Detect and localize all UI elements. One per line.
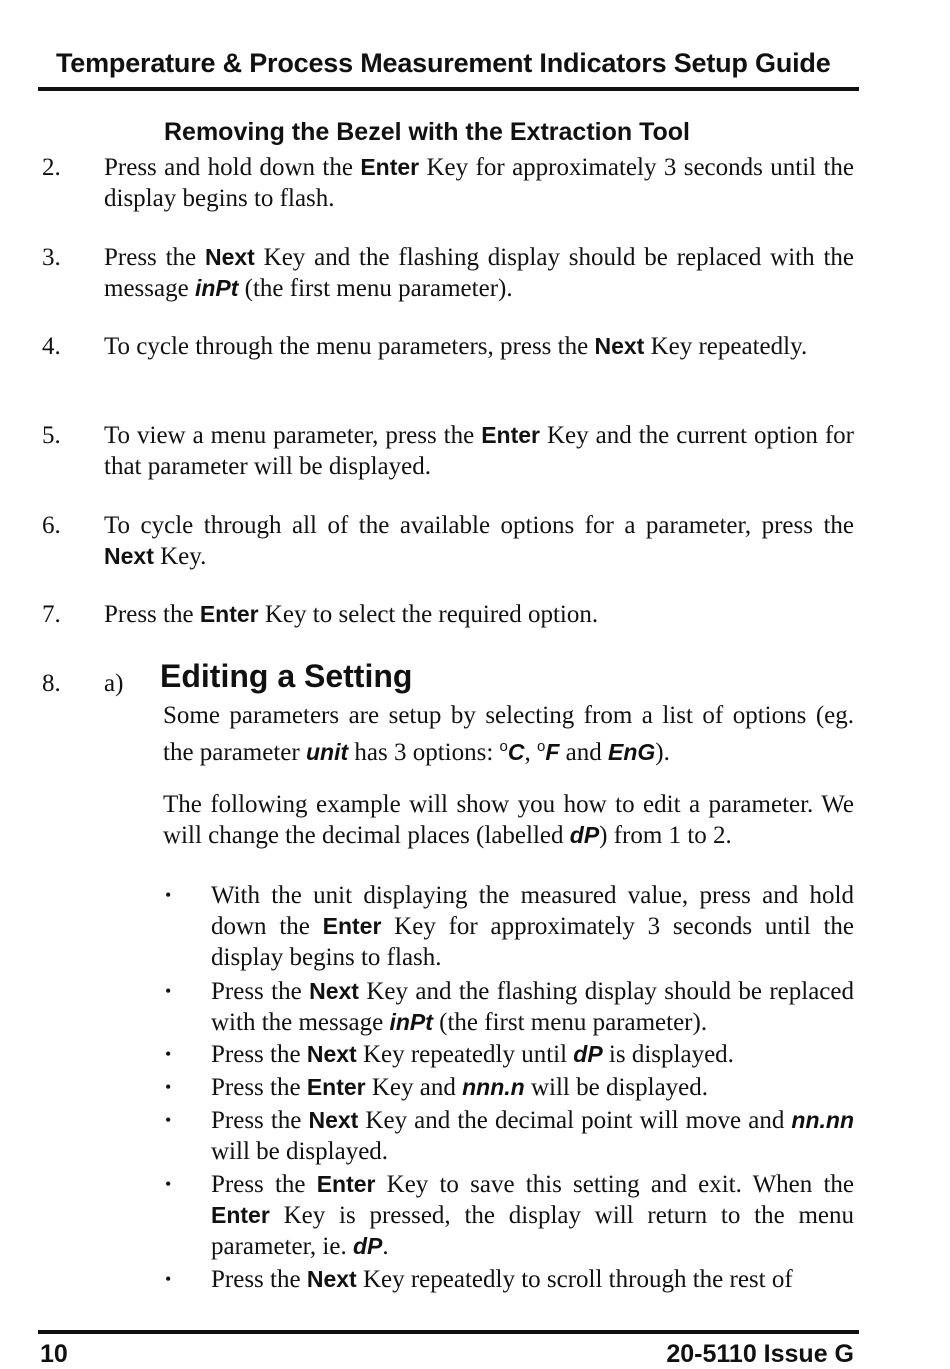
step-number: 4. [42, 333, 61, 360]
display-message: nn.nn [791, 1107, 854, 1133]
key-label: Next [308, 1107, 359, 1133]
degree-symbol: o [499, 738, 508, 755]
display-message: dP [573, 1041, 603, 1067]
page-header-title: Temperature & Process Measurement Indicators Setup Guide [56, 48, 831, 78]
step-text: Press and hold down the Enter Key for approximately 3 seconds until the display begins to flash. [104, 154, 855, 212]
sub-step-letter: a) [104, 670, 124, 697]
key-label: Next [309, 978, 359, 1004]
key-label: Next [306, 1266, 357, 1292]
bullet-icon: • [165, 1110, 172, 1130]
key-label: Enter [322, 913, 382, 939]
document-id: 20-5110 Issue G [666, 1340, 854, 1368]
key-label: Enter [360, 154, 420, 180]
step-number: 6. [42, 512, 61, 539]
step-number: 7. [42, 601, 61, 628]
step-text: To cycle through all of the available options for a parameter, press the Next Key. [104, 512, 854, 570]
step-number: 3. [42, 244, 61, 271]
header-rule [38, 87, 859, 91]
step-number: 5. [42, 422, 61, 449]
bullet-icon: • [165, 1269, 172, 1289]
step-number: 8. [42, 670, 61, 697]
footer-rule [38, 1330, 859, 1334]
display-message: inPt [194, 275, 239, 301]
step-text: Press the Enter Key to select the required option. [104, 601, 599, 628]
bullet-icon: • [165, 1044, 172, 1064]
bullet-icon: • [165, 1077, 172, 1097]
option-name: EnG [608, 739, 656, 765]
display-message: dP [352, 1233, 383, 1259]
key-label: Next [104, 543, 154, 569]
bullet-icon: • [165, 981, 172, 1001]
key-label: Next [594, 333, 645, 359]
display-message: nnn.n [462, 1074, 525, 1100]
editing-example-paragraph: The following example will show you how to edit a parameter. We will change the decimal places (labelled dP) from 1 to 2. [163, 791, 854, 849]
key-label: Next [204, 244, 255, 270]
page-number: 10 [40, 1340, 68, 1368]
key-label: Enter [306, 1074, 366, 1100]
key-label: Enter [481, 422, 541, 448]
bullet-icon: • [165, 885, 172, 905]
step-text: To view a menu parameter, press the Enter Key and the current option for that parameter will be displayed. [104, 422, 855, 480]
parameter-name: dP [569, 822, 600, 848]
parameter-name: unit [305, 739, 349, 765]
editing-intro-paragraph: Some parameters are setup by selecting from a list of options (eg. the parameter unit has 3 options: $^o$C, $^o$F and EnG). [163, 702, 854, 766]
key-label: Enter [316, 1171, 376, 1197]
key-label: Enter [199, 601, 259, 627]
step-number: 2. [42, 154, 61, 181]
step-text: Press the Next Key and the flashing display should be replaced with the message inPt (the first menu parameter). [104, 244, 854, 302]
key-label: Next [306, 1041, 357, 1067]
step-text: To cycle through the menu parameters, press the Next Key repeatedly. [104, 333, 808, 360]
degree-symbol: o [537, 738, 546, 755]
section-title: Removing the Bezel with the Extraction Tool [164, 118, 690, 146]
display-message: inPt [389, 1009, 433, 1035]
bullet-icon: • [165, 1174, 172, 1194]
key-label: Enter [211, 1202, 270, 1228]
editing-setting-heading: Editing a Setting [160, 658, 413, 694]
